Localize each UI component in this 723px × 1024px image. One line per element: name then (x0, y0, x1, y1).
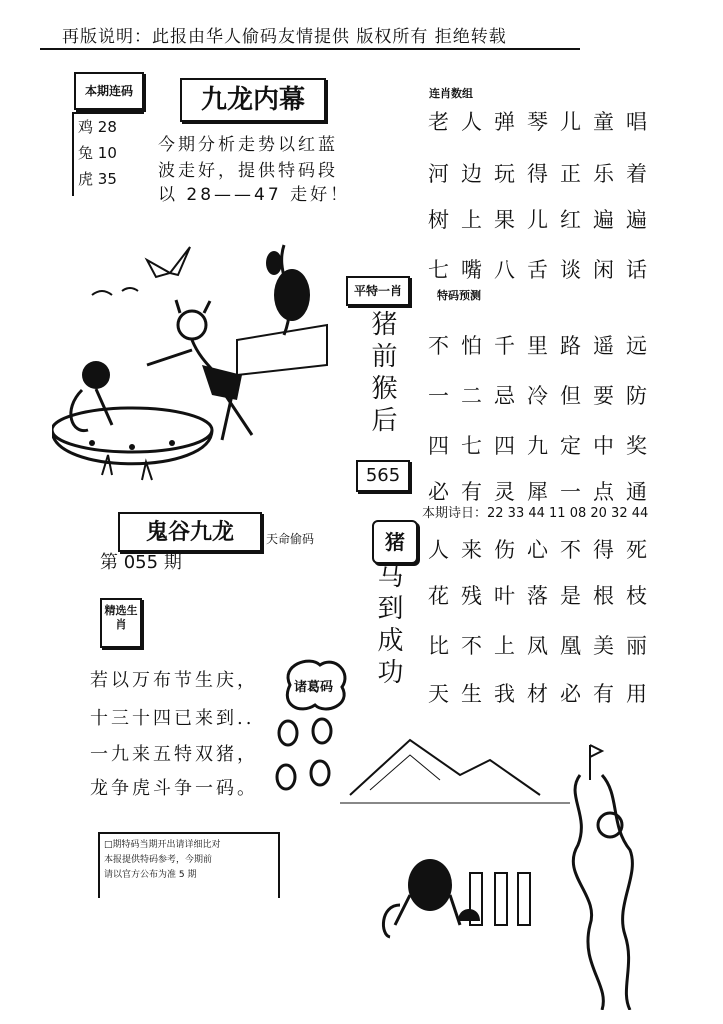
middle-vertical-text: 猪前猴后 (367, 310, 397, 438)
analysis-title: 九龙内幕 (180, 78, 326, 122)
poem1-line: 树上果儿红遍遍 (428, 208, 659, 232)
poem3-line: 花残叶落是根枝 (428, 584, 659, 608)
poem2-label: 特码预测 (428, 286, 490, 306)
poem2-line: 不怕千里路遥远 (428, 334, 659, 358)
poem1-line: 七嘴八舌谈闲话 (428, 258, 659, 282)
stat-value: 28 (97, 118, 117, 136)
draw-numbers: 本期诗日：22 33 44 11 08 20 32 44 (422, 506, 649, 521)
pot-illustration (52, 225, 337, 490)
poem3-line: 天生我材必有用 (428, 682, 659, 706)
issue-suffix: 期 (163, 552, 182, 573)
stat-label: 鸡 (78, 118, 94, 136)
issue-tail: 天命偷码 (266, 532, 315, 546)
issue-line (100, 548, 182, 574)
poem3-line: 人来伤心不得死 (428, 538, 659, 562)
issue-title: 鬼谷九龙 (118, 512, 262, 552)
left-poem-label: 精选生肖 (100, 598, 142, 648)
poem1-line: 老人弹琴儿童唱 (428, 110, 659, 134)
poem2-line: 一二忌冷但要防 (428, 384, 659, 408)
poem2-line: 四七四九定中奖 (428, 434, 659, 458)
stats-table (72, 112, 144, 196)
analysis-line: 以 28——47 走好！ (158, 185, 351, 205)
stat-row (74, 140, 144, 166)
issue-number: 055 (123, 552, 159, 573)
horse-text: 马到成功 (373, 562, 403, 690)
top-left-stamp: 本期连码 (74, 72, 144, 110)
eggs-icon (272, 715, 342, 795)
left-poem-line: 龙争虎斗争一码。 (90, 778, 258, 799)
stat-value: 35 (97, 170, 117, 188)
left-poem-line: 十三十四已来到.. (90, 708, 255, 729)
footnote-line: 本报提供特码参考，今期前 (104, 855, 213, 865)
stat-row (74, 114, 144, 140)
poem1-line: 河边玩得正乐着 (428, 162, 659, 186)
analysis-line: 今期分析走势以红蓝 (158, 135, 338, 155)
poem1-label: 连肖数组 (420, 84, 482, 104)
landscape-illustration (340, 725, 680, 1010)
stat-label: 虎 (78, 170, 94, 188)
footnote-line: 请以官方公布为准 5 期 (104, 870, 197, 880)
footnote-line: □期特码当期开出请详细比对 (104, 840, 221, 850)
poem2-line: 必有灵犀一点通 (428, 480, 659, 504)
horse-tag: 猪 (372, 520, 418, 564)
stat-row (74, 166, 144, 192)
left-poem-line: 一九来五特双猪， (90, 744, 258, 765)
stat-value: 10 (97, 144, 117, 162)
left-poem-line: 若以万布节生庆， (90, 670, 258, 691)
middle-number: 565 (356, 460, 410, 492)
middle-label: 平特一肖 (346, 276, 410, 306)
analysis-line: 波走好，提供特码段 (158, 161, 338, 181)
issue-prefix: 第 (100, 552, 118, 573)
footnote-box (98, 832, 280, 898)
header-notice: 再版说明：此报由华人偷码友情提供 版权所有 拒绝转载 (62, 27, 507, 47)
header-underline (40, 48, 580, 50)
cloud-label: 诸葛码 (294, 680, 334, 695)
stat-label: 兔 (78, 144, 94, 162)
poem3-line: 比不上凤凰美丽 (428, 634, 659, 658)
